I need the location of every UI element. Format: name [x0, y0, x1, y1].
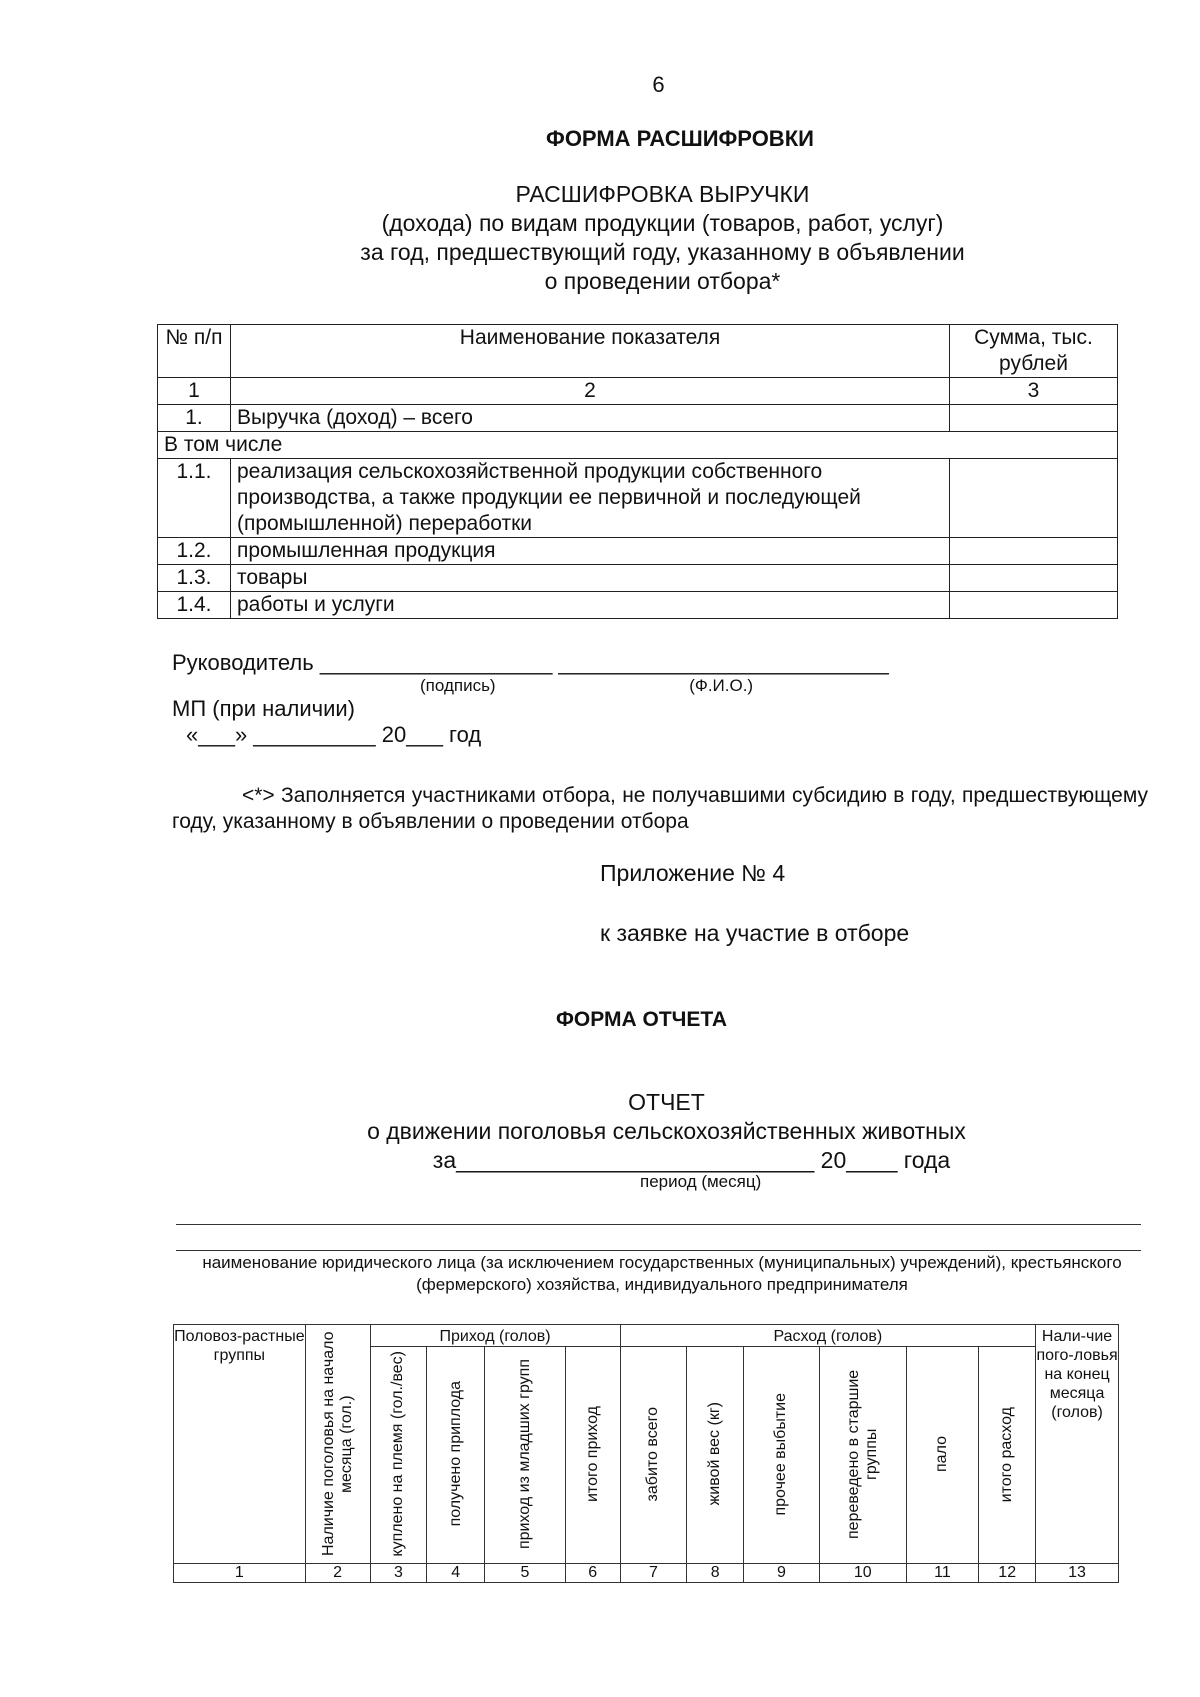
decoding-heading-line: за год, предшествующий году, указанному в объявлении: [360, 239, 965, 265]
table-row: [158, 538, 1118, 565]
appendix-subtitle: к заявке на участие в отборе: [600, 920, 910, 946]
report-period-line: за____________________________ 20____ года: [432, 1147, 951, 1173]
table-row: [158, 459, 1118, 538]
header-sex-age-groups: Половоз-растные группы: [174, 1325, 306, 1564]
col-number: 12: [979, 1564, 1036, 1583]
col-number: 1: [158, 378, 231, 405]
col-number: 6: [565, 1564, 620, 1583]
col-number: 4: [427, 1564, 485, 1583]
col-number: 2: [231, 378, 950, 405]
header-other-disposal-label: прочее выбытие: [772, 1392, 790, 1516]
col-number: 10: [819, 1564, 906, 1583]
col-number: 13: [1036, 1564, 1119, 1583]
row-name: работы и услуги: [231, 592, 950, 619]
header-start-count: [305, 1325, 370, 1564]
table-row: [158, 565, 1118, 592]
report-heading: [300, 1088, 1033, 1175]
signature-captions: (подпись) (Ф.И.О.): [420, 676, 754, 695]
form-title-report: ФОРМА ОТЧЕТА: [556, 1008, 728, 1031]
header-expense-group: Расход (голов): [620, 1325, 1036, 1347]
header-start-count-label: Наличие поголовья на начало месяца (гол.): [319, 1331, 355, 1557]
row-name: товары: [231, 565, 950, 592]
header-income-total-label: итого приход: [583, 1406, 601, 1503]
head-signature-line: Руководитель ___________________ ___________________________: [172, 650, 889, 675]
header-from-young-label: приход из младших групп: [515, 1359, 533, 1550]
signature-block: [172, 650, 992, 748]
header-died-label: пало: [933, 1436, 951, 1473]
header-from-young: [485, 1347, 566, 1564]
date-line: «___» __________ 20___ год: [186, 722, 482, 747]
form-title-decoding: ФОРМА РАСШИФРОВКИ: [546, 126, 814, 151]
header-income-group: Приход (голов): [370, 1325, 620, 1347]
table-header-row: [158, 325, 1118, 378]
header-died: [906, 1347, 979, 1564]
column-number-row: [174, 1564, 1119, 1583]
fill-line[interactable]: [176, 1250, 1141, 1251]
fill-line[interactable]: [176, 1224, 1141, 1225]
col-number: 7: [620, 1564, 687, 1583]
report-heading-line: ОТЧЕТ: [628, 1089, 705, 1115]
header-transferred-label: переведено в старшие группы: [844, 1369, 880, 1539]
row-num: 1.: [158, 405, 231, 432]
row-sum[interactable]: [950, 538, 1118, 565]
row-sum[interactable]: [950, 565, 1118, 592]
decoding-heading-line: РАСШИФРОВКА ВЫРУЧКИ: [515, 181, 810, 207]
footnote-text: <*> Заполняется участниками отбора, не получавшими субсидию в году, предшествующему году, указанному в объявлении о проведении отбора: [172, 784, 1148, 833]
row-sum[interactable]: [950, 459, 1118, 538]
table-row: [158, 405, 1118, 432]
table-group-header-row: [174, 1325, 1119, 1347]
col-number: 2: [305, 1564, 370, 1583]
row-num: 1.1.: [158, 459, 231, 538]
footnote: [172, 783, 1148, 835]
row-name: реализация сельскохозяйственной продукции собственного производства, а также продукции ее первичной и последующей (промышленной) переработки: [231, 459, 950, 538]
seal-label: МП (при наличии): [172, 696, 356, 721]
row-sum[interactable]: [950, 405, 1118, 432]
col-number: 11: [906, 1564, 979, 1583]
col-number: 5: [485, 1564, 566, 1583]
header-slaughtered-label: забито всего: [644, 1406, 662, 1502]
report-heading-line: о движении поголовья сельскохозяйственных животных: [367, 1118, 966, 1144]
row-sum[interactable]: [950, 592, 1118, 619]
column-number-row: [158, 378, 1118, 405]
header-bought-label: куплено на племя (гол./вес): [389, 1351, 407, 1557]
header-indicator: Наименование показателя: [231, 325, 950, 378]
header-expense-total: [979, 1347, 1036, 1564]
header-sum: Сумма, тыс. рублей: [950, 325, 1118, 378]
page-number: 6: [652, 72, 665, 97]
decoding-heading-line: о проведении отбора*: [544, 268, 781, 294]
header-other-disposal: [744, 1347, 820, 1564]
header-slaughtered: [620, 1347, 687, 1564]
decoding-heading-line: (дохода) по видам продукции (товаров, работ, услуг): [381, 210, 944, 236]
header-offspring: [427, 1347, 485, 1564]
header-num: № п/п: [158, 325, 231, 378]
row-name: Выручка (доход) – всего: [231, 405, 950, 432]
col-number: 3: [370, 1564, 427, 1583]
header-transferred: [819, 1347, 906, 1564]
row-num: 1.2.: [158, 538, 231, 565]
header-offspring-label: получено приплода: [446, 1381, 464, 1527]
legal-entity-caption: наименование юридического лица (за исключением государственных (муниципальных) учреждений), крестьянского (фермерского) хозяйства, индивидуального предпринимателя: [202, 1253, 1122, 1294]
header-bought: [370, 1347, 427, 1564]
including-label: В том числе: [158, 432, 1118, 459]
revenue-table: [157, 324, 1118, 619]
col-number: 1: [174, 1564, 306, 1583]
appendix-label: Приложение № 4: [600, 860, 786, 886]
col-number: 3: [950, 378, 1118, 405]
header-income-total: [565, 1347, 620, 1564]
header-end-count: Нали-чие пого-ловья на конец месяца (голов): [1036, 1325, 1119, 1564]
col-number: 9: [744, 1564, 820, 1583]
table-row: [158, 592, 1118, 619]
header-expense-total-label: итого расход: [998, 1406, 1016, 1502]
decoding-heading: [300, 180, 1025, 296]
header-live-weight-label: живой вес (кг): [706, 1402, 724, 1506]
livestock-table: [173, 1324, 1119, 1583]
header-live-weight: [687, 1347, 744, 1564]
col-number: 8: [687, 1564, 744, 1583]
row-name: промышленная продукция: [231, 538, 950, 565]
span-row: [158, 432, 1118, 459]
row-num: 1.4.: [158, 592, 231, 619]
row-num: 1.3.: [158, 565, 231, 592]
period-caption: период (месяц): [640, 1172, 762, 1191]
